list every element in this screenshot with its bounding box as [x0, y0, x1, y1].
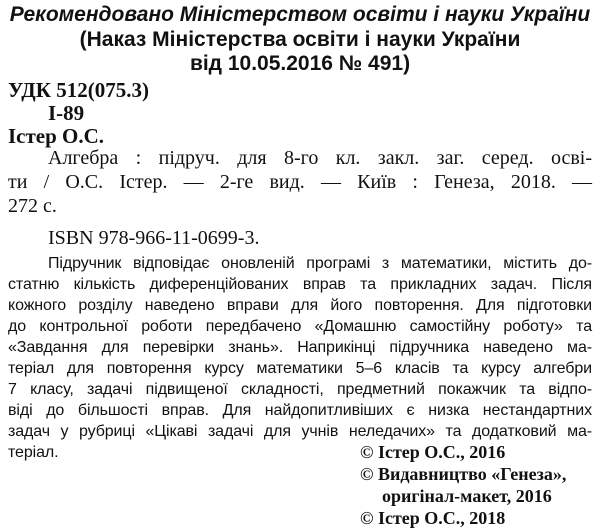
udk-code: УДК 512(075.3): [8, 78, 149, 102]
annotation-line: «Завдання для перевірки знань». Наприкінці підручника наведено ма-: [8, 339, 592, 356]
copyright-line: оригінал-макет, 2016: [382, 486, 552, 506]
author-name: Істер О.С.: [8, 124, 105, 148]
citation-line-2: ти / О.С. Істер. — 2-ге вид. — Київ : Генеза, 2018. —: [8, 171, 592, 193]
order-line-1: (Наказ Міністерства освіти і науки України: [79, 28, 521, 51]
citation-line-3: 272 с.: [8, 195, 57, 217]
order-line-2: від 10.05.2016 № 491): [189, 52, 411, 75]
annotation-line: кожного розділу наведено вправи для його повторення. Для підготовки: [8, 297, 592, 314]
annotation-line: статню кількість диференційованих вправ та прикладних задач. Після: [8, 276, 592, 293]
copyright-line: © Видавництво «Генеза»,: [360, 464, 567, 484]
recommendation-line: Рекомендовано Міністерством освіти і науки України: [9, 3, 591, 26]
annotation-line: віді до більшості вправ. Для найдопитливіших є низка нестандартних: [8, 402, 592, 419]
annotation-line: до контрольної роботи передбачено «Домашню самостійну роботу» та: [8, 318, 592, 335]
annotation-line: задач у рубриці «Цікаві задачі для учнів неледачих» та додатковий ма-: [8, 423, 592, 440]
annotation-line: теріал для повторення курсу математики 5–6 класів та курсу алгебри: [8, 360, 592, 377]
copyright-line: © Істер О.С., 2016: [360, 442, 506, 462]
isbn: ISBN 978-966-11-0699-3.: [48, 227, 260, 249]
annotation-line: Підручник відповідає оновленій програмі з математики, містить до-: [48, 255, 592, 272]
author-index: І-89: [48, 101, 85, 125]
annotation-line: теріал.: [8, 444, 59, 461]
annotation-line: 7 класу, задачі підвищеної складності, предметний покажчик та відпо-: [8, 381, 592, 398]
copyright-line: © Істер О.С., 2018: [360, 508, 506, 528]
citation-line-1: Алгебра : підруч. для 8-го кл. закл. заг. серед. осві-: [48, 147, 592, 169]
